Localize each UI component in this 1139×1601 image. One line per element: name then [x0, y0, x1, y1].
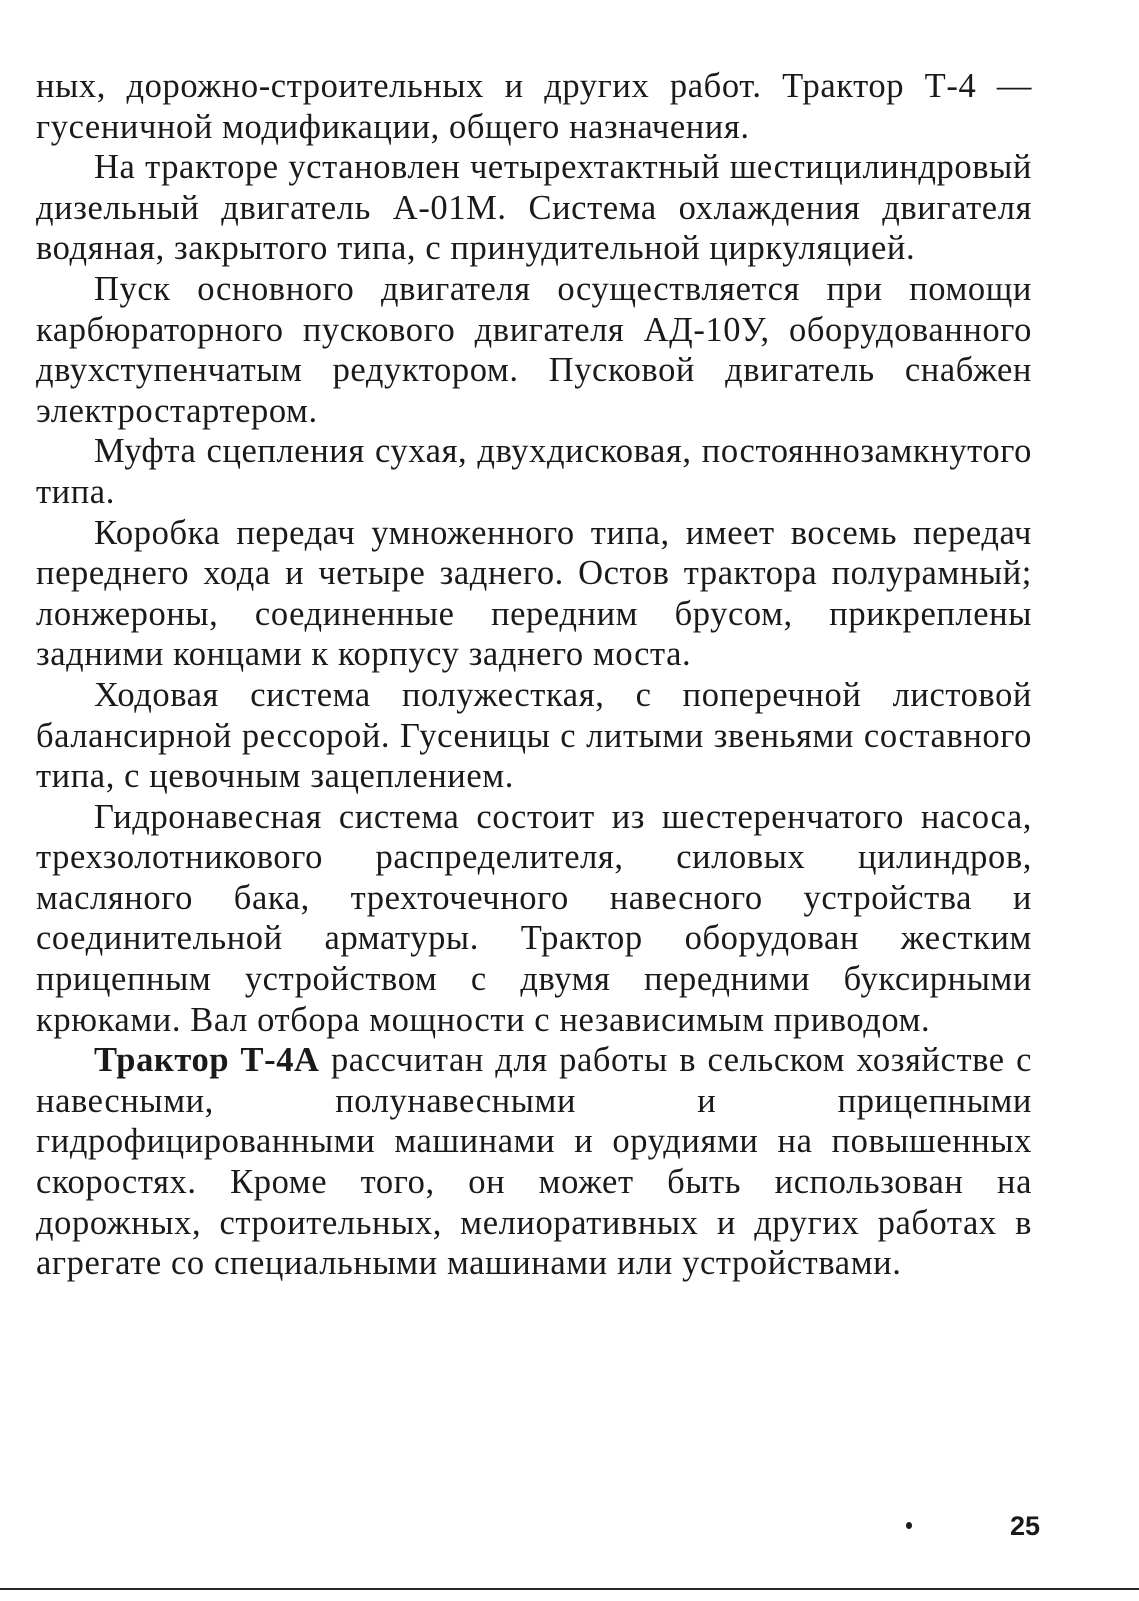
- paragraph-t4a: [36, 1040, 1032, 1284]
- t4a-bold-lead: Трактор Т-4А: [94, 1041, 320, 1080]
- paragraph-clutch: Муфта сцепления сухая, двухдисковая, постояннозамкнутого типа.: [36, 432, 1032, 511]
- paragraph-hydraulics: Гидронавесная система состоит из шестеренчатого насоса, трехзолотникового распределителя, силовых цилиндров, масляного бака, трехточечного навесного устройства и соединительной арматуры. Трактор оборудован жестким прицепным устройством с двумя передними буксирными крюками. Вал отбора мощности с независимым приводом.: [36, 797, 1032, 1039]
- t4a-text: рассчитан для работы в сельском хозяйстве с навесными, полунавесными и прицепными гидрофицированными машинами и орудиями на повышенных скоростях. Кроме того, он может быть использован на дорожных, строительных, мелиоративных и других работах в агрегате со специальными машинами или устройствами.: [36, 1041, 1032, 1283]
- paragraph-continuation: ных, дорожно-строительных и других работ. Трактор Т-4 — гусеничной модификации, общего назначения.: [36, 67, 1032, 146]
- scan-speck-decoration: [906, 1522, 912, 1529]
- paragraph-starter: Пуск основного двигателя осуществляется при помощи карбюраторного пускового двигателя АД-10У, оборудованного двухступенчатым редуктором. Пусковой двигатель снабжен электростартером.: [36, 269, 1032, 430]
- paragraph-gearbox: Коробка передач умноженного типа, имеет восемь передач переднего хода и четыре заднего. Остов трактора полурамный; лонжероны, соединенные передним брусом, прикреплены задними концами к корпусу заднего моста.: [36, 513, 1032, 674]
- paragraph-running-gear: Ходовая система полужесткая, с поперечной листовой балансирной рессорой. Гусеницы с литыми звеньями составного типа, с цевочным зацеплением.: [36, 675, 1032, 796]
- page-bottom-edge: [0, 1588, 1139, 1590]
- body-text: [36, 66, 1032, 1284]
- page-number: 25: [1010, 1511, 1041, 1541]
- paragraph-engine: На тракторе установлен четырехтактный шестицилиндровый дизельный двигатель А-01М. Система охлаждения двигателя водяная, закрытого типа, с принудительной циркуляцией.: [36, 148, 1032, 268]
